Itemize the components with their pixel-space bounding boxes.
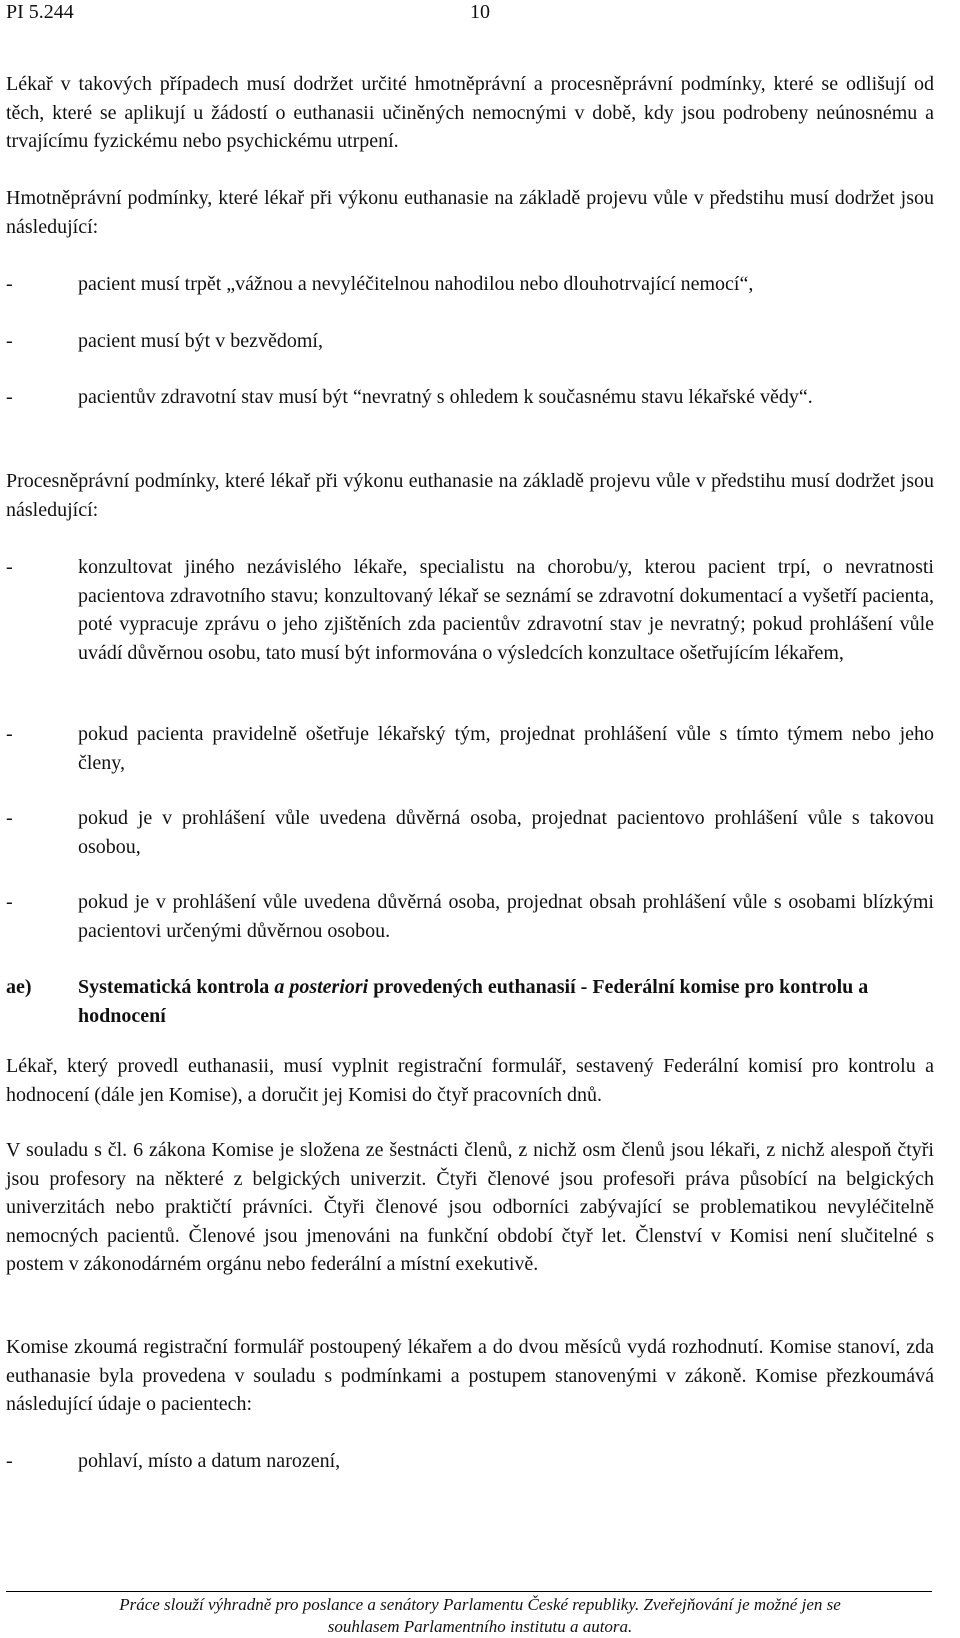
section-title: Systematická kontrola a posteriori provedených euthanasií - Federální komise pro kontrolu a hodnocení: [78, 976, 869, 1027]
footer-line: Práce slouží výhradně pro poslance a senátory Parlamentu České republiky. Zveřejňování je možné jen se: [119, 1595, 841, 1614]
page-footer: [0, 1594, 960, 1638]
list-bullet: -: [6, 723, 13, 745]
list-bullet: -: [6, 330, 13, 352]
list-bullet: -: [6, 807, 13, 829]
footer-divider: [6, 1591, 932, 1592]
paragraph-commission-composition: V souladu s čl. 6 zákona Komise je složena ze šestnácti členů, z nichž osm členů jsou lékaři, z nichž alespoň čtyři jsou profesory na některé z belgických univerzit. Čtyři členové jsou profesoři práva působící na belgických univerzitách nebo praktičtí právníci. Čtyři členové jsou odborníci zabývající se problematikou nevyléčitelně nemocných pacientů. Členové jsou jmenováni na funkční období čtyř let. Členství v Komisi není slučitelné s postem v zákonodárném orgánu nebo federální a místní exekutivě.: [6, 1139, 934, 1275]
paragraph-intro: Lékař v takových případech musí dodržet určité hmotněprávní a procesněprávní podmínky, které se odlišují od těch, které se aplikují u žádostí o euthanasii učiněných nemocnými v době, kdy jsou podrobeny neúnosnému a trvajícímu fyzickému nebo psychickému utrpení.: [6, 73, 934, 152]
paragraph-procedural-conditions: Procesněprávní podmínky, které lékař při výkonu euthanasie na základě projevu vůle v předstihu musí dodržet jsou následující:: [6, 470, 934, 521]
page-number: 10: [470, 1, 490, 23]
footer-line: souhlasem Parlamentního institutu a autora.: [327, 1617, 633, 1636]
paragraph-substantive-conditions: Hmotněprávní podmínky, které lékař při výkonu euthanasie na základě projevu vůle v předstihu musí dodržet jsou následující:: [6, 187, 934, 238]
list-item-text: pacientův zdravotní stav musí být “nevratný s ohledem k současnému stavu lékařské vědy“.: [78, 386, 813, 408]
list-item-text: pacient musí být v bezvědomí,: [78, 330, 323, 352]
list-bullet: -: [6, 273, 13, 295]
list-bullet: -: [6, 556, 13, 578]
list-bullet: -: [6, 1450, 13, 1472]
list-item-text: pokud je v prohlášení vůle uvedena důvěrná osoba, projednat pacientovo prohlášení vůle s takovou osobou,: [78, 807, 934, 858]
list-item-text: pohlaví, místo a datum narození,: [78, 1450, 341, 1472]
list-bullet: -: [6, 386, 13, 408]
list-item-text: pokud je v prohlášení vůle uvedena důvěrná osoba, projednat obsah prohlášení vůle s osobami blízkými pacientovi určenými důvěrnou osobou.: [78, 891, 934, 942]
document-id: PI 5.244: [6, 1, 74, 23]
section-label: ae): [6, 976, 32, 998]
list-item-text: pokud pacienta pravidelně ošetřuje lékařský tým, projednat prohlášení vůle s tímto týmem nebo jeho členy,: [78, 723, 934, 774]
paragraph-registration-form: Lékař, který provedl euthanasii, musí vyplnit registrační formulář, sestavený Federální komisí pro kontrolu a hodnocení (dále jen Komise), a doručit jej Komisi do čtyř pracovních dnů.: [6, 1055, 934, 1106]
paragraph-commission-review: Komise zkoumá registrační formulář postoupený lékařem a do dvou měsíců vydá rozhodnutí. Komise stanoví, zda euthanasie byla provedena v souladu s podmínkami a postupem stanovenými v zákoně. Komise přezkoumává následující údaje o pacientech:: [6, 1336, 934, 1415]
list-item-text: pacient musí trpět „vážnou a nevyléčitelnou nahodilou nebo dlouhotrvající nemocí“,: [78, 273, 754, 295]
list-item-text: konzultovat jiného nezávislého lékaře, specialistu na chorobu/y, kterou pacient trpí, o nevratnosti pacientova zdravotního stavu; konzultovaný lékař se seznámí se zdravotní dokumentací a vyšetří pacienta, poté vypracuje zprávu o jeho zjištěních zda pacientův zdravotní stav je nevratný; pokud prohlášení vůle uvádí důvěrnou osobu, tato musí být informována o výsledcích konzultace ošetřujícím lékařem,: [78, 556, 934, 664]
list-bullet: -: [6, 891, 13, 913]
